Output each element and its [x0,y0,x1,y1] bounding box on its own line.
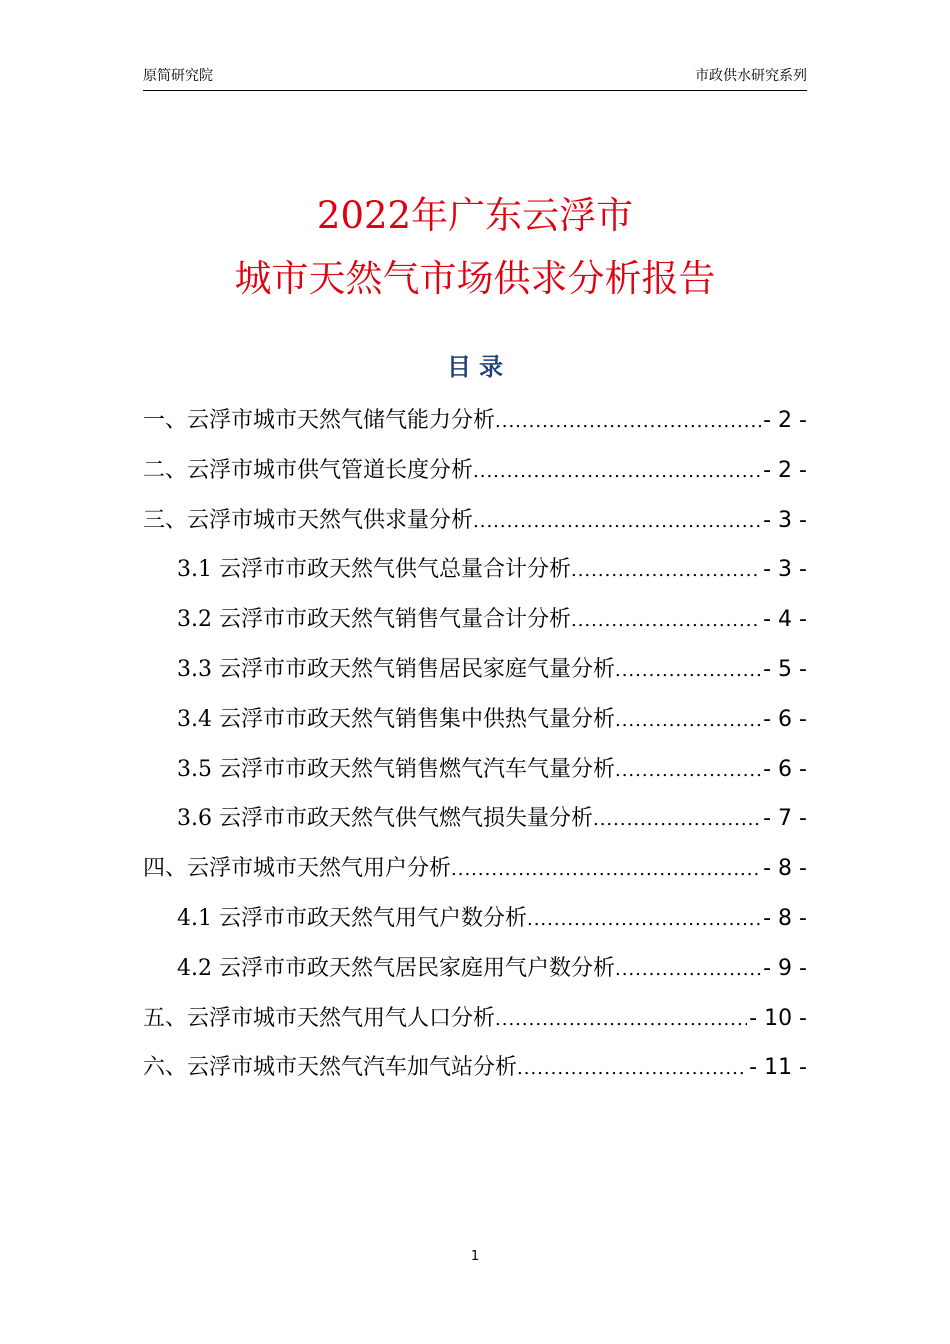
toc-leader-dots [615,646,761,696]
toc-entry-page: - 9 - [763,955,807,981]
toc-entry-title: 三、云浮市城市天然气供求量分析 [143,507,474,533]
table-of-contents [143,396,807,1093]
toc-entry-title: 3.4 云浮市市政天然气销售集中供热气量分析 [177,706,615,732]
toc-entry-title: 4.2 云浮市市政天然气居民家庭用气户数分析 [177,955,615,981]
toc-leader-dots [571,546,761,596]
toc-entry-page: - 6 - [763,706,807,732]
page-number: 1 [470,1249,480,1264]
toc-leader-dots [571,596,761,646]
toc-subentry[interactable] [143,545,807,595]
toc-entry-page: - 6 - [763,756,807,782]
toc-entry-page: - 2 - [763,457,807,483]
toc-entry-page: - 4 - [763,607,807,633]
toc-entry-title: 3.1 云浮市市政天然气供气总量合计分析 [177,557,571,583]
toc-entry[interactable] [143,1043,807,1093]
toc-entry-page: - 2 - [763,408,807,433]
toc-leader-dots [495,397,761,447]
toc-entry[interactable] [143,994,807,1044]
toc-leader-dots [615,746,761,796]
toc-subentry[interactable] [143,745,807,795]
toc-leader-dots [517,1044,747,1094]
toc-entry-title: 六、云浮市城市天然气汽车加气站分析 [143,1055,518,1081]
toc-entry-page: - 11 - [749,1055,807,1081]
toc-entry[interactable] [143,496,807,546]
header-series: 市政供水研究系列 [695,68,807,84]
toc-entry[interactable] [143,446,807,496]
toc-entry-title: 五、云浮市城市天然气用气人口分析 [143,1005,496,1031]
toc-leader-dots [473,447,761,497]
toc-leader-dots [495,995,747,1045]
toc-entry-page: - 8 - [763,905,807,931]
toc-subentry[interactable] [143,944,807,994]
toc-leader-dots [451,845,761,895]
toc-entry-page: - 3 - [763,507,807,533]
toc-entry-title: 二、云浮市城市供气管道长度分析 [143,457,474,483]
toc-entry[interactable] [143,844,807,894]
header-publisher: 原简研究院 [143,68,213,84]
toc-entry-page: - 3 - [763,557,807,583]
toc-entry-title: 一、云浮市城市天然气储气能力分析 [143,408,496,433]
toc-entry-page: - 10 - [749,1005,807,1031]
toc-leader-dots [593,795,761,845]
toc-subentry[interactable] [143,894,807,944]
toc-entry-page: - 5 - [763,656,807,682]
toc-subentry[interactable] [143,595,807,645]
toc-subentry[interactable] [143,794,807,844]
toc-subentry[interactable] [143,695,807,745]
page-header [143,62,807,91]
toc-entry-title: 3.2 云浮市市政天然气销售气量合计分析 [177,607,571,633]
toc-entry-title: 3.6 云浮市市政天然气供气燃气损失量分析 [177,806,593,832]
report-title-line-1: 2022年广东云浮市 [316,194,634,237]
toc-entry-title: 3.5 云浮市市政天然气销售燃气汽车气量分析 [177,756,615,782]
toc-leader-dots [615,696,761,746]
toc-entry[interactable] [143,396,807,446]
report-title-line-2: 城市天然气市场供求分析报告 [234,257,716,300]
toc-heading: 目录 [447,353,511,381]
toc-subentry[interactable] [143,645,807,695]
toc-leader-dots [473,497,761,547]
toc-entry-title: 四、云浮市城市天然气用户分析 [143,856,452,882]
toc-entry-title: 3.3 云浮市市政天然气销售居民家庭气量分析 [177,656,615,682]
toc-entry-page: - 7 - [763,806,807,832]
toc-entry-title: 4.1 云浮市市政天然气用气户数分析 [177,905,527,931]
toc-leader-dots [527,895,761,945]
toc-leader-dots [615,945,761,995]
toc-entry-page: - 8 - [763,856,807,882]
